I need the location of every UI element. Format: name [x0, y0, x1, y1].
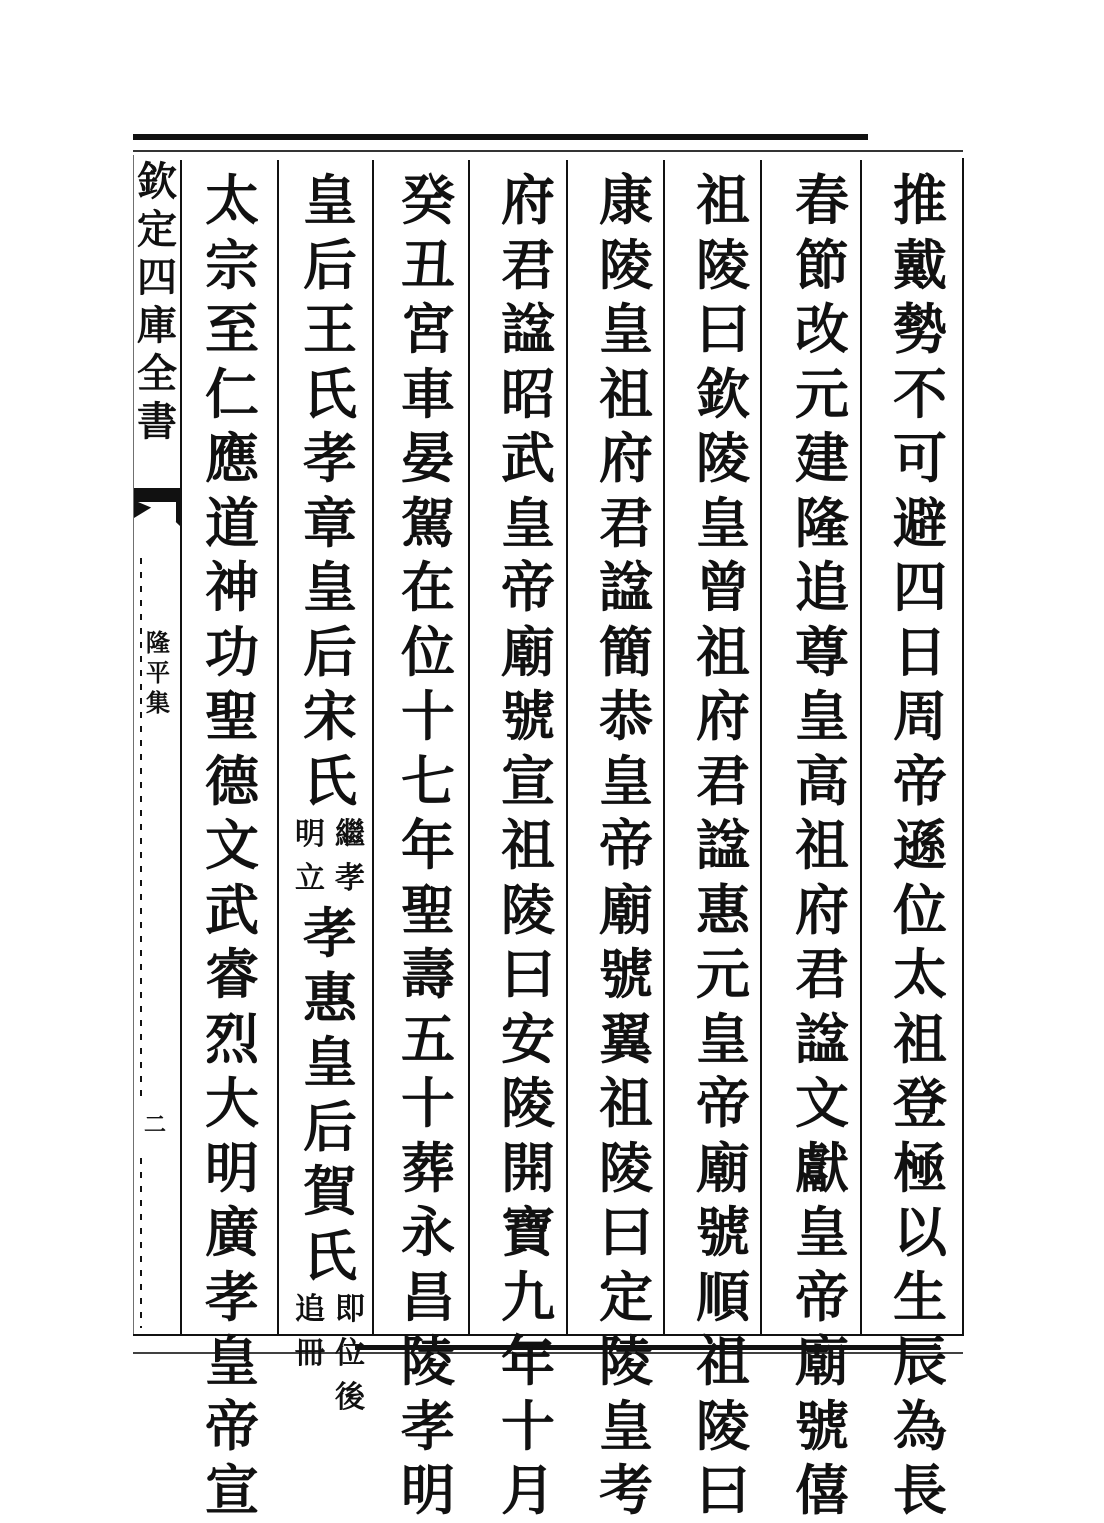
collection-title: [134, 158, 180, 446]
column-divider: [372, 160, 374, 1334]
glyph: 府: [599, 426, 653, 490]
small-glyph: 後: [335, 1380, 365, 1415]
glyph: 祖: [696, 1329, 750, 1393]
glyph: 陵: [401, 1329, 455, 1393]
glyph: 晏: [401, 426, 455, 490]
glyph: 丑: [401, 232, 455, 297]
glyph: 號: [795, 1393, 849, 1458]
title-char: 定: [137, 206, 177, 253]
glyph: 武: [501, 426, 555, 490]
glyph: 年: [401, 813, 455, 877]
glyph: 宮: [401, 297, 455, 361]
glyph: 簡: [599, 619, 653, 684]
glyph: 僖: [795, 1458, 849, 1522]
glyph: 九: [501, 1264, 555, 1329]
glyph: 德: [205, 748, 259, 813]
glyph: 曰: [696, 1458, 750, 1522]
text-column-2: [782, 168, 862, 1522]
small-glyph: 繼: [335, 817, 365, 852]
glyph: 號: [599, 942, 653, 1006]
small-glyph: 追: [295, 1292, 325, 1327]
glyph: 陵: [696, 232, 750, 297]
glyph: 翼: [599, 1006, 653, 1071]
glyph: 烈: [205, 1006, 259, 1071]
fishtail-mark-icon: [134, 488, 180, 528]
glyph: 考: [599, 1458, 653, 1522]
glyph: 在: [401, 555, 455, 619]
glyph: 五: [401, 1006, 455, 1071]
glyph: 帝: [893, 748, 947, 813]
small-glyph: 明: [295, 817, 325, 852]
glyph: 欽: [696, 361, 750, 426]
glyph: 君: [696, 748, 750, 813]
glyph: 氏: [303, 748, 357, 813]
glyph: 君: [501, 232, 555, 297]
glyph: 推: [893, 168, 947, 232]
glyph: 曰: [696, 297, 750, 361]
glyph: 孝: [401, 1393, 455, 1458]
glyph: 王: [303, 297, 357, 361]
glyph: 位: [401, 619, 455, 684]
glyph: 帝: [501, 555, 555, 619]
glyph: 后: [303, 1094, 357, 1159]
glyph: 皇: [303, 1030, 357, 1094]
glyph: 月: [501, 1458, 555, 1522]
glyph: 皇: [599, 1393, 653, 1458]
glyph: 祖: [893, 1006, 947, 1071]
text-column-8: [192, 168, 272, 1522]
glyph: 大: [205, 1071, 259, 1135]
glyph: 寶: [501, 1200, 555, 1264]
glyph: 陵: [696, 1393, 750, 1458]
glyph: 車: [401, 361, 455, 426]
small-glyph: 立: [295, 861, 325, 896]
glyph: 賀: [303, 1159, 357, 1223]
glyph: 太: [205, 168, 259, 232]
title-char: 庫: [137, 302, 177, 349]
glyph: 癸: [401, 168, 455, 232]
text-column-7: [290, 168, 370, 1415]
glyph: 駕: [401, 490, 455, 555]
glyph: 祖: [795, 813, 849, 877]
glyph: 順: [696, 1264, 750, 1329]
glyph: 祖: [696, 619, 750, 684]
glyph: 周: [893, 684, 947, 748]
text-column-1: [880, 168, 960, 1522]
glyph: 元: [795, 361, 849, 426]
glyph: 辰: [893, 1329, 947, 1393]
work-title-char: 平: [146, 658, 170, 687]
glyph: 節: [795, 232, 849, 297]
margin-dashed-line: [140, 558, 142, 1098]
glyph: 可: [893, 426, 947, 490]
glyph: 四: [893, 555, 947, 619]
small-glyph: 位: [335, 1336, 365, 1371]
glyph: 氏: [303, 361, 357, 426]
glyph: 避: [893, 490, 947, 555]
glyph: 康: [599, 168, 653, 232]
glyph: 生: [893, 1264, 947, 1329]
glyph: 惠: [303, 965, 357, 1030]
glyph: 廟: [795, 1329, 849, 1393]
glyph: 皇: [795, 1200, 849, 1264]
glyph: 陵: [501, 1071, 555, 1135]
interlinear-annotation-2: [290, 1288, 370, 1420]
glyph: 皇: [303, 168, 357, 232]
glyph: 葬: [401, 1135, 455, 1200]
glyph: 廟: [696, 1135, 750, 1200]
glyph: 諡: [696, 813, 750, 877]
glyph: 孝: [303, 901, 357, 965]
glyph: 登: [893, 1071, 947, 1135]
glyph: 位: [893, 877, 947, 942]
glyph: 壽: [401, 942, 455, 1006]
glyph: 章: [303, 490, 357, 555]
glyph: 日: [893, 619, 947, 684]
glyph: 昭: [501, 361, 555, 426]
glyph: 諡: [599, 555, 653, 619]
glyph: 改: [795, 297, 849, 361]
glyph: 聖: [205, 684, 259, 748]
glyph: 長: [893, 1458, 947, 1522]
glyph: 至: [205, 297, 259, 361]
glyph: 神: [205, 555, 259, 619]
glyph: 皇: [205, 1329, 259, 1393]
glyph: 孝: [205, 1264, 259, 1329]
title-char: 書: [137, 398, 177, 445]
text-column-6: [388, 168, 468, 1522]
page-margin-banxin: [134, 158, 180, 1334]
glyph: 十: [401, 1071, 455, 1135]
glyph: 后: [303, 232, 357, 297]
glyph: 陵: [599, 1329, 653, 1393]
annotation-left-line: [295, 813, 325, 901]
column-divider: [468, 160, 470, 1334]
glyph: 宋: [303, 684, 357, 748]
glyph: 建: [795, 426, 849, 490]
glyph: 不: [893, 361, 947, 426]
top-border-thin: [133, 150, 963, 152]
annotation-left-line: [295, 1288, 325, 1420]
glyph: 府: [501, 168, 555, 232]
page-number: 二: [144, 1112, 167, 1138]
glyph: 宗: [205, 232, 259, 297]
glyph: 皇: [303, 555, 357, 619]
glyph: 文: [205, 813, 259, 877]
glyph: 安: [501, 1006, 555, 1071]
glyph: 極: [893, 1135, 947, 1200]
glyph: 道: [205, 490, 259, 555]
glyph: 陵: [501, 877, 555, 942]
glyph: 勢: [893, 297, 947, 361]
glyph: 皇: [696, 1006, 750, 1071]
column-divider: [180, 160, 182, 1334]
glyph: 諡: [795, 1006, 849, 1071]
glyph: 開: [501, 1135, 555, 1200]
glyph: 君: [599, 490, 653, 555]
glyph: 遜: [893, 813, 947, 877]
glyph: 廟: [501, 619, 555, 684]
glyph: 后: [303, 619, 357, 684]
glyph: 皇: [795, 684, 849, 748]
glyph: 睿: [205, 942, 259, 1006]
glyph: 戴: [893, 232, 947, 297]
glyph: 陵: [696, 426, 750, 490]
glyph: 仁: [205, 361, 259, 426]
glyph: 為: [893, 1393, 947, 1458]
small-glyph: 冊: [295, 1336, 325, 1371]
glyph: 惠: [696, 877, 750, 942]
glyph: 明: [401, 1458, 455, 1522]
glyph: 帝: [205, 1393, 259, 1458]
text-column-3: [683, 168, 763, 1522]
annotation-right-line: [335, 813, 365, 901]
glyph: 宣: [501, 748, 555, 813]
glyph: 皇: [599, 297, 653, 361]
glyph: 隆: [795, 490, 849, 555]
small-glyph: 孝: [335, 861, 365, 896]
glyph: 聖: [401, 877, 455, 942]
glyph: 永: [401, 1200, 455, 1264]
glyph: 帝: [599, 813, 653, 877]
glyph: 號: [696, 1200, 750, 1264]
glyph: 十: [501, 1393, 555, 1458]
glyph: 高: [795, 748, 849, 813]
glyph: 帝: [696, 1071, 750, 1135]
title-char: 全: [137, 350, 177, 397]
text-column-4: [586, 168, 666, 1522]
work-title: [138, 628, 178, 718]
glyph: 年: [501, 1329, 555, 1393]
title-char: 欽: [137, 158, 177, 205]
glyph: 府: [696, 684, 750, 748]
glyph: 曰: [599, 1200, 653, 1264]
glyph: 昌: [401, 1264, 455, 1329]
glyph: 宣: [205, 1458, 259, 1522]
glyph: 功: [205, 619, 259, 684]
glyph: 陵: [599, 232, 653, 297]
glyph: 曾: [696, 555, 750, 619]
glyph: 君: [795, 942, 849, 1006]
right-border: [962, 158, 964, 1336]
title-char: 四: [137, 254, 177, 301]
glyph: 祖: [599, 1071, 653, 1135]
margin-dashed-line: [140, 1158, 142, 1328]
glyph: 皇: [501, 490, 555, 555]
annotation-right-line: [335, 1288, 365, 1420]
glyph: 廣: [205, 1200, 259, 1264]
glyph: 孝: [303, 426, 357, 490]
work-title-char: 隆: [146, 628, 170, 657]
glyph: 廟: [599, 877, 653, 942]
small-glyph: 即: [335, 1292, 365, 1327]
glyph: 諡: [501, 297, 555, 361]
glyph: 武: [205, 877, 259, 942]
glyph: 曰: [501, 942, 555, 1006]
work-title-char: 集: [146, 688, 170, 717]
glyph: 七: [401, 748, 455, 813]
glyph: 皇: [599, 748, 653, 813]
column-divider: [277, 160, 279, 1334]
glyph: 皇: [696, 490, 750, 555]
glyph: 以: [893, 1200, 947, 1264]
interlinear-annotation-1: [290, 813, 370, 901]
top-border-thick: [133, 134, 868, 140]
glyph: 文: [795, 1071, 849, 1135]
glyph: 應: [205, 426, 259, 490]
glyph: 祖: [501, 813, 555, 877]
glyph: 恭: [599, 684, 653, 748]
glyph: 祖: [696, 168, 750, 232]
glyph: 帝: [795, 1264, 849, 1329]
text-column-5: [488, 168, 568, 1522]
glyph: 十: [401, 684, 455, 748]
glyph: 定: [599, 1264, 653, 1329]
glyph: 春: [795, 168, 849, 232]
glyph: 追: [795, 555, 849, 619]
glyph: 陵: [599, 1135, 653, 1200]
glyph: 氏: [303, 1223, 357, 1288]
glyph: 尊: [795, 619, 849, 684]
glyph: 祖: [599, 361, 653, 426]
glyph: 太: [893, 942, 947, 1006]
glyph: 元: [696, 942, 750, 1006]
glyph: 府: [795, 877, 849, 942]
glyph: 號: [501, 684, 555, 748]
glyph: 明: [205, 1135, 259, 1200]
glyph: 獻: [795, 1135, 849, 1200]
